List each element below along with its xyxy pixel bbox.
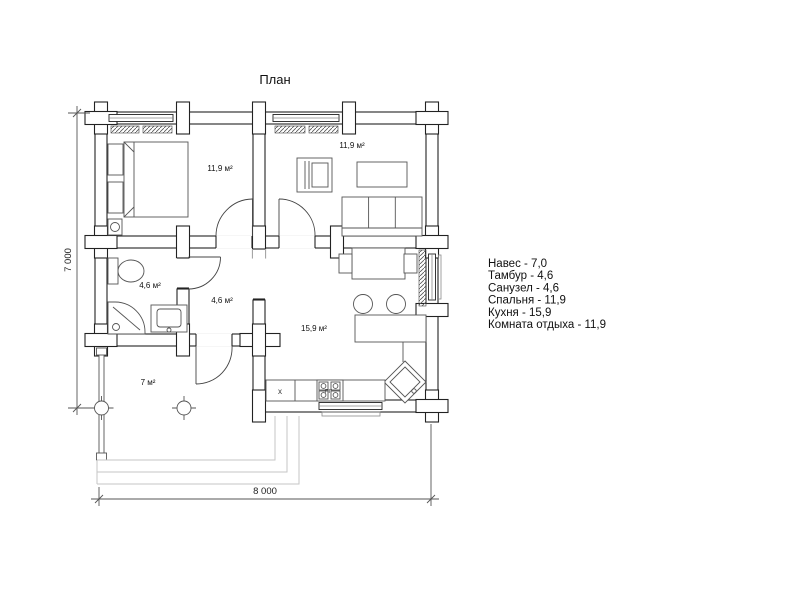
bathroom-door xyxy=(189,257,221,289)
dimension-vertical xyxy=(63,106,93,415)
sofa xyxy=(342,197,422,236)
radiator-icon xyxy=(275,126,305,133)
chair xyxy=(404,254,417,273)
lounge-furniture xyxy=(297,158,422,236)
room-label-bathroom: 4,6 м² xyxy=(139,281,161,290)
bedroom-furniture xyxy=(108,142,188,235)
width-dimension-label: 8 000 xyxy=(253,486,277,497)
porch-structure xyxy=(90,348,300,484)
radiator-icon xyxy=(143,126,172,133)
height-dimension-label: 7 000 xyxy=(63,248,74,272)
radiator-icon xyxy=(419,250,426,306)
stool xyxy=(354,295,373,314)
porch-door xyxy=(196,346,232,384)
radiator-icon xyxy=(111,126,139,133)
stove-icon xyxy=(317,380,343,401)
legend-item: Комната отдыха - 11,9 xyxy=(488,319,606,331)
room-label-lounge: 11,9 м² xyxy=(339,141,365,150)
room-label-porch: 7 м² xyxy=(140,378,156,387)
nightstand xyxy=(108,144,123,175)
room-label-kitchen: 15,9 м² xyxy=(301,324,327,333)
deck-steps xyxy=(97,416,299,484)
dining-table xyxy=(352,248,405,279)
porch-post xyxy=(90,396,114,420)
legend-item: Санузел - 4,6 xyxy=(488,282,560,295)
coffee-table xyxy=(357,162,407,187)
kitchen-furniture xyxy=(266,248,426,403)
legend-item: Спальня - 11,9 xyxy=(488,294,566,307)
corner-sink-icon xyxy=(384,361,426,403)
legend-item: Кухня - 15,9 xyxy=(488,306,552,319)
lounge-door xyxy=(279,199,315,236)
bathroom-fixtures xyxy=(108,258,187,334)
bedroom-door xyxy=(216,199,253,236)
shower-icon xyxy=(108,302,145,334)
stove-label: ПГ xyxy=(325,389,332,395)
dimension-horizontal xyxy=(91,424,439,506)
stool xyxy=(387,295,406,314)
kitchen-bottom-window xyxy=(319,403,382,417)
page-title: План xyxy=(259,72,291,87)
nightstand xyxy=(108,182,123,213)
washbasin-icon xyxy=(151,305,187,332)
chair xyxy=(339,254,352,273)
room-label-bedroom: 11,9 м² xyxy=(207,164,233,173)
legend-item: Навес - 7,0 xyxy=(488,258,548,270)
porch-post xyxy=(172,396,196,420)
legend-item: Тамбур - 4,6 xyxy=(488,270,554,283)
room-label-hallway: 4,6 м² xyxy=(211,296,233,305)
openings xyxy=(176,235,315,346)
legend xyxy=(488,258,606,331)
fridge-label: x xyxy=(278,387,282,396)
radiator-icon xyxy=(309,126,338,133)
bar-counter xyxy=(355,315,426,342)
